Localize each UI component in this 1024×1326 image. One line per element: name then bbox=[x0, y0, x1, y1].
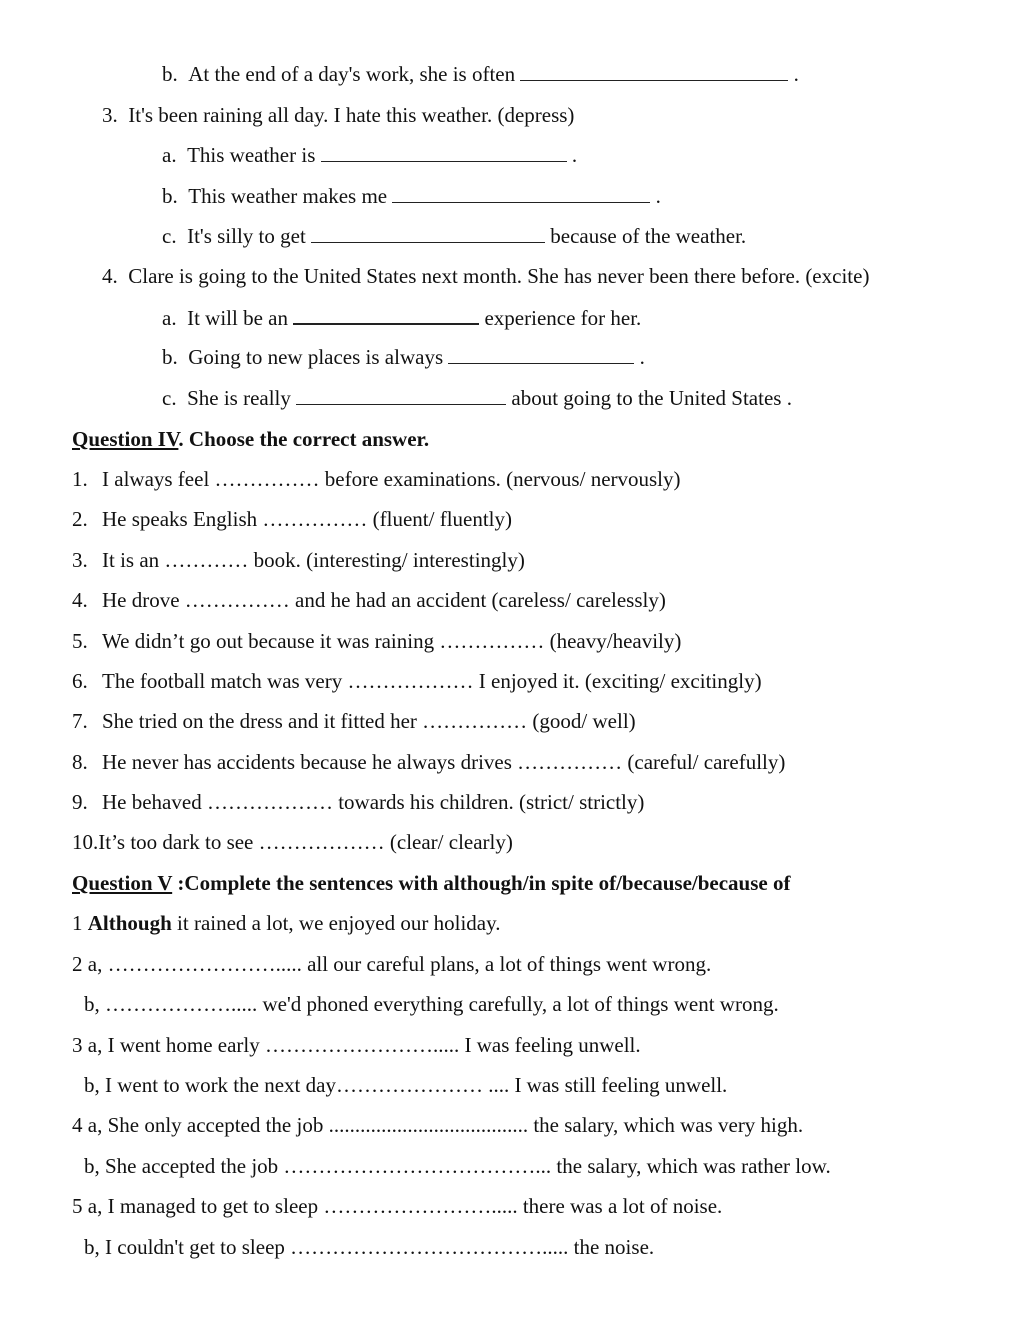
example-answer: Although bbox=[87, 911, 172, 935]
item-text: b, I couldn't get to sleep ………………………………..... the noise. bbox=[84, 1235, 655, 1259]
q4-item-10 bbox=[72, 830, 513, 854]
q4-item-3 bbox=[72, 548, 525, 572]
item-text: He speaks English …………… (fluent/ fluently) bbox=[102, 507, 513, 531]
item-3 bbox=[102, 103, 574, 127]
item-after: . bbox=[793, 62, 799, 86]
item-number: 2. bbox=[72, 507, 88, 531]
q4-item-9 bbox=[72, 790, 644, 814]
item-text: 4 a, She only accepted the job ...................................... the salary, which was very high. bbox=[72, 1113, 804, 1137]
q5-line-3b bbox=[84, 1073, 727, 1097]
q4-item-1 bbox=[72, 467, 681, 491]
answer-blank[interactable] bbox=[520, 62, 788, 81]
q4-item-8 bbox=[72, 750, 785, 774]
item-after: . bbox=[639, 345, 645, 369]
item-4b bbox=[162, 345, 645, 369]
answer-blank[interactable] bbox=[296, 386, 506, 405]
item-number: 4. bbox=[102, 264, 118, 288]
item-text: b, She accepted the job ………………………………... the salary, which was rather low. bbox=[84, 1154, 831, 1178]
item-text: Going to new places is always bbox=[188, 345, 444, 369]
q5-line-2b bbox=[84, 992, 779, 1016]
q5-line-4b bbox=[84, 1154, 831, 1178]
item-marker: c. bbox=[162, 386, 177, 410]
item-number: 7. bbox=[72, 709, 88, 733]
item-text: It is an ………… book. (interesting/ interestingly) bbox=[102, 548, 525, 572]
answer-blank[interactable] bbox=[321, 143, 567, 162]
item-4 bbox=[102, 264, 869, 288]
item-number: 9. bbox=[72, 790, 88, 814]
item-after: about going to the United States . bbox=[511, 386, 792, 410]
item-text: We didn’t go out because it was raining …………… (heavy/heavily) bbox=[102, 629, 682, 653]
item-number: 1 bbox=[72, 911, 88, 935]
question-instruction: . Choose the correct answer. bbox=[178, 427, 430, 451]
item-marker: b. bbox=[162, 62, 178, 86]
item-number: 3. bbox=[72, 548, 88, 572]
item-text: It will be an bbox=[187, 306, 288, 330]
item-text: She tried on the dress and it fitted her …………… (good/ well) bbox=[102, 709, 636, 733]
item-text: This weather is bbox=[187, 143, 316, 167]
item-number: 3. bbox=[102, 103, 118, 127]
item-text: I always feel …………… before examinations. (nervous/ nervously) bbox=[102, 467, 681, 491]
item-number: 6. bbox=[72, 669, 88, 693]
question-label: Question V bbox=[72, 871, 173, 895]
item-text: This weather makes me bbox=[188, 184, 388, 208]
item-marker: b. bbox=[162, 345, 178, 369]
item-2b bbox=[162, 62, 799, 86]
answer-blank[interactable] bbox=[392, 184, 650, 203]
item-text: 3 a, I went home early ……………………..... I was feeling unwell. bbox=[72, 1033, 641, 1057]
item-text: it rained a lot, we enjoyed our holiday. bbox=[171, 911, 501, 935]
item-text: It's been raining all day. I hate this weather. (depress) bbox=[128, 103, 575, 127]
item-text: 5 a, I managed to get to sleep ……………………..... there was a lot of noise. bbox=[72, 1194, 723, 1218]
item-text: b, I went to work the next day………………… .... I was still feeling unwell. bbox=[84, 1073, 728, 1097]
question-label: Question IV bbox=[72, 427, 179, 451]
item-text: He never has accidents because he always drives …………… (careful/ carefully) bbox=[102, 750, 786, 774]
item-number: 5. bbox=[72, 629, 88, 653]
item-text: 2 a, ……………………..... all our careful plans, a lot of things went wrong. bbox=[72, 952, 712, 976]
q4-item-5 bbox=[72, 629, 681, 653]
item-after: because of the weather. bbox=[550, 224, 747, 248]
item-marker: c. bbox=[162, 224, 177, 248]
q5-example bbox=[72, 911, 501, 935]
q4-item-6 bbox=[72, 669, 762, 693]
item-after: . bbox=[655, 184, 661, 208]
item-number: 8. bbox=[72, 750, 88, 774]
item-number: 1. bbox=[72, 467, 88, 491]
item-number: 10. bbox=[72, 830, 99, 854]
item-3a bbox=[162, 143, 577, 167]
item-text: She is really bbox=[187, 386, 291, 410]
item-after: . bbox=[571, 143, 578, 167]
item-after: experience for her. bbox=[484, 306, 642, 330]
answer-blank[interactable] bbox=[293, 305, 479, 325]
question-instruction: :Complete the sentences with although/in spite of/because/because of bbox=[172, 871, 791, 895]
item-4a bbox=[162, 305, 641, 330]
item-marker: a. bbox=[162, 306, 177, 330]
item-3b bbox=[162, 184, 661, 208]
question-4-heading bbox=[72, 427, 429, 451]
answer-blank[interactable] bbox=[448, 345, 634, 364]
item-3c bbox=[162, 224, 746, 248]
item-text: It’s too dark to see ……………… (clear/ clearly) bbox=[98, 830, 513, 854]
item-number: 4. bbox=[72, 588, 88, 612]
q5-line-5b bbox=[84, 1235, 654, 1259]
q5-line-3a bbox=[72, 1033, 641, 1057]
item-marker: a. bbox=[162, 143, 177, 167]
item-text: The football match was very ……………… I enjoyed it. (exciting/ excitingly) bbox=[102, 669, 762, 693]
q5-line-4a bbox=[72, 1113, 803, 1137]
answer-blank[interactable] bbox=[311, 224, 545, 243]
item-text: He drove …………… and he had an accident (careless/ carelessly) bbox=[102, 588, 666, 612]
item-marker: b. bbox=[162, 184, 178, 208]
item-text: b, ………………..... we'd phoned everything carefully, a lot of things went wrong. bbox=[84, 992, 779, 1016]
item-4c bbox=[162, 386, 792, 410]
q5-line-5a bbox=[72, 1194, 722, 1218]
item-text: Clare is going to the United States next month. She has never been there before. (excite) bbox=[128, 264, 870, 288]
q4-item-4 bbox=[72, 588, 666, 612]
q5-line-2a bbox=[72, 952, 711, 976]
item-text: At the end of a day's work, she is often bbox=[188, 62, 516, 86]
question-5-heading bbox=[72, 871, 790, 895]
q4-item-2 bbox=[72, 507, 512, 531]
item-text: He behaved ……………… towards his children. (strict/ strictly) bbox=[102, 790, 645, 814]
item-text: It's silly to get bbox=[187, 224, 306, 248]
q4-item-7 bbox=[72, 709, 636, 733]
